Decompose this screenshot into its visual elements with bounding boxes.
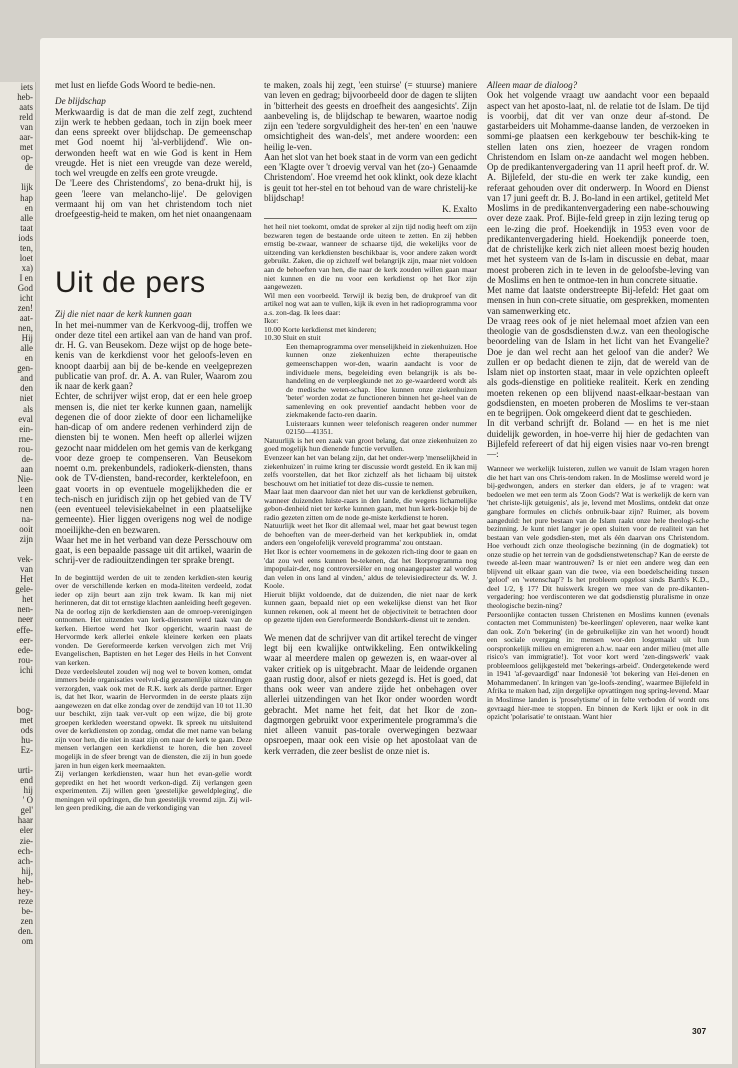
paragraph: Merkwaardig is dat de man die zelf zegt, zuchtend zijn werk te hebben gedaan, toch in zijn boek meer dan eens spreekt over blijdschap. De gemeenschap met God noemt hij 'al-verblijdend'. Wie on-derwonden heeft wat en wie God is kent in Hem vreugde. Het is niet een vreugde van deze wereld, toch wel vreugde en zelfs een grote vreugde. [55,106,252,178]
paragraph: De vraag rees ook of je niet helemaal moet afzien van een theologie van de gosdsdiensten d.w.z. van een theologische beoordeling van de Islam in het licht van het Evangelie? Doe je dan wel recht aan het geloof van die ander? We zullen er op bedacht dienen te zijn, dat de wereld van de Islam niet op instorten staat, maar in vele opzichten opleeft als gods-dienstige en politieke realiteit. Kerk en zending moeten rekenen op een blijvend naast-elkaar-bestaan van godsdiensten, en moeten proberen de Moslims te ver-staan en te begrijpen. Ook omgekeerd dient dat te geschieden. [487,315,709,418]
left-page-fragment: t en [19,493,33,504]
left-page-fragment: iets [20,82,33,92]
left-page-fragment: gen- [17,363,33,374]
paragraph: In het mei-nummer van de Kerkvoog-dij, troffen we onder deze titel een artikel aan van de hand van prof. dr. H. G. van Beusekom. Deze wijst op de hoge bete-kenis van de kerkdienst voor het geloofs-leven en knoopt daarbij aan bij de be-kende en veelgeprezen publicatie van prof. dr. A. A. van Ruler, Waarom zou ik naar de kerk gaan? [55,319,252,391]
author-signature: K. Exalto [442,204,477,214]
quote-paragraph: Deze verdeelsleutel zouden wij nog wel te boven komen, omdat immers beide organisaties veelvul-dig gezamenlijke uitzendingen verzorgden, vaak ook met de R.K. kerk als derde partner. Erger is, dat het Ikor, waarin de Hervormden in de eerste plaats zijn aangewezen en dat elke zondag over de zendtijd van 10 tot 11.30 uur beschikt, zijn taak ver-vult op een wijze, die bij grote groepen kerkleden weerstand opwekt. Ik spreek nu uitsluitend over de kerkdiensten op zondag, omdat die met name van belang zijn voor hen, die niet in staat zijn om naar de kerk te gaan. Deze mensen verlangen een kerkdienst te horen, die hen zoveel mogelijk in de sfeer brengt van de diensten, die zij in hun goede jaren in hun eigen kerk meemaakten. [55,666,252,770]
program-line: 10.00 Korte kerkdienst met kinderen; [264,324,377,334]
left-page-fragment [0,695,35,705]
left-page-fragment: ooit [19,524,33,535]
left-page-fragment: Hij [21,333,33,344]
left-page-fragment: na- [21,514,33,525]
left-page-fragment: aat- [19,313,33,324]
left-page-fragment: effe- [16,624,33,635]
left-page-fragment: alle [20,343,33,354]
left-page-fragment: eer- [19,634,33,645]
left-page-fragment: de [24,162,33,173]
left-page-fragment: zen [20,915,33,926]
left-page-fragment: ein- [19,423,33,434]
left-page-fragment: reld [19,112,33,123]
left-page-fragment: aan [20,463,33,474]
program-description: Een themaprogramma over menselijkheid in ziekenhuizen. Hoe kunnen onze ziekenhuizen echte therapeutische gemeenschappen wor-den, waarin aandacht is voor de individuele mens, begeleiding even belangrijk is als be-handeling en de verpleegkunde net zo ge-waardeerd wordt als de medische weten-schap. Hoe kunnen onze ziekenhuizen 'beter' worden zodat ze functioneren binnen het ge-heel van de samenleving en ook preventief aandacht hebben voor de ziekmakende facto-ren daarin. [286,341,477,420]
left-page-fragment: als [23,403,33,414]
left-page-fragment: de- [21,453,33,464]
left-page-fragment [0,675,35,685]
left-page-fragment: hij, [21,865,33,876]
left-page-fragment: om [21,935,33,946]
magazine-page [40,38,732,1064]
left-page-fragment [0,172,35,182]
subheading-lead: Zij die niet naar de kerk kunnen gaan [55,309,192,320]
left-page-fragment: eler [19,825,33,836]
left-page-fragment: en [24,353,33,364]
left-page-fragment: hap [20,192,33,203]
program-line: 10.30 Sluit en stuit [264,333,321,343]
left-page-fragment: eval [18,413,33,424]
program-description: Luisteraars kunnen weer telefonisch reageren onder nummer 02150—41351. [286,418,477,437]
left-page-fragment: den. [17,925,33,936]
left-page-fragment: end [20,775,33,786]
divider [264,218,477,219]
left-page-fragment: op- [21,152,33,163]
left-page-fragment: Nie- [17,473,33,484]
left-page-fragment: nen [20,503,33,514]
paragraph: Waar het me in het verband van deze Persschouw om gaat, is een bepaalde passage uit dit artikel, waarin de schrij-ver de radiouitzendingen ter sprake brengt. [55,534,252,566]
left-page-fragment: met [19,142,33,153]
subheading-blijdschap: De blijdschap [55,96,106,107]
left-page-fragment: God [17,282,33,293]
left-page-fragment: nen, [17,323,33,334]
left-page-fragment: zie- [19,835,33,846]
left-page-fragment: icht [19,292,33,303]
quote-paragraph: Wil men een voorbeeld. Terwijl ik bezig ben, de drukproef van dit artikel nog wat aan te vullen, kijk ik even in het radioprogramma voor a.s. zon-dag. Ik lees daar: [264,290,477,317]
left-page-fragment: van [20,122,33,133]
left-page-fragment: met [19,714,33,725]
left-page-fragment: alle [20,212,33,223]
left-page-fragment: ech- [17,845,33,856]
left-page-fragment: iods [18,232,33,243]
left-page-fragment: taat [20,222,33,233]
left-page-fragment: loet [19,252,33,263]
subheading-dialoog: Alleen maar de dialoog? [487,80,578,90]
left-page-fragment: aats [19,102,33,113]
paragraph: Ook het volgende vraagt uw aandacht voor een bepaald aspect van het aposto-laat, nl. de relatie tot de Islam. De tijd is voorbij, dat dit ver van onze deur af-stond. De gastarbeiders uit Mohamme-daanse landen, de verzoeken in sommi-ge plaatsen een kerkgebouw ter beschik-king te stellen laten ons zien, hoezeer de vragen rondom Christendom en Islam on-ze aandacht wel mogen hebben. Op de predikantenvergadering van 11 april heeft prof. dr. W. A. Bijlefeld, der stu-die en werk ter zake kundig, een referaat gehouden over dit onderwerp. In Woord en Dienst van 17 juni geeft dr. B. J. Bo-land in een artikel, getiteld Met Moslims in de predikantenvergadering een nabe-schouwing over deze zaak. Prof. Bijle-feld greep in zijn lezing terug op een le-zing die prof. Hoekendijk in 1953 even voor de predikantenvergadering hield. Hoekendijk poneerde toen, dat de christelijke kerk zich niet alleen moest bezig houden met het systeem van de Is-lam in discussie en debat, maar moest proberen zich in te leven in de geloofsbe-leving van de Moslims en hen te ontmoe-ten in hun concrete situatie. [487,90,709,285]
left-page-fragment: vek- [17,554,33,565]
column-2 [264,80,477,756]
left-page-fragment: heb- [17,875,33,886]
quote-paragraph: In de beginttijd werden de uit te zenden kerkdien-sten keurig over de verschillende kerken en moda-liteiten verdeeld, zodat ieder op zijn beurt aan zijn trek kwam. Ik kan mij niet herinneren, dat dit tot ernstige klachten aanleiding heeft gegeven. [55,572,252,608]
left-page-fragment: nen- [17,604,33,615]
left-page-fragment: ach- [17,855,33,866]
left-page-fragment: be- [21,905,33,916]
column-3 [487,80,709,722]
program-station: Ikor: [264,316,279,326]
left-page-fragment: zijn [19,534,33,545]
column-1 [55,80,252,813]
left-page-fragment: Het [20,574,33,585]
left-page-fragment: rou- [18,443,33,454]
left-page-fragment: and [20,373,33,384]
quote-paragraph: Wanneer we werkelijk luisteren, zullen we vanuit de Islam vragen horen die het hart van ons Chris-tendom raken. In de Moslimse wereld word je bij-gedwongen, anders en sterker dan elders, je af te vragen: wat bedoelen we met een term als 'Zoon Gods'? Wat is werkelijk de kern van 'het christe-lijk getuigenis', als je, levend met Moslims, ontdekt dat onze gangbare formules en clichés onbruik-baar zijn? Ruimer, als bovem aangeduid: het pure bestaan van de Islam raakt onze hele theologi-sche bezinning. Je kunt niet langer je open sluiten voor de realiteit van het bestaan van vele godsdien-sten, met als één daarvan ons Christendom. Hoe verhoudt zich onze theologische bezinning (in de dogmatiek) tot onze studie op het terrein van de godsdienstwetenschap? Kan de eerste de tweede al-leen maar wantrouwen? Is er niet een andere weg dan een blijvend uit elkaar gaan van die twee, via een boedelscheiding tussen 'geloof' en 'wetenschap'? Is het probleem opgelost sinds Barth's K.D., deel 1/2, § 17? Dit huiswerk kregen we mee van de pre-dikanten-vergadering: hoe verdisconteren we dat godsdienstig pluralisme in onze theologische bezin-ning? [487,464,709,610]
paragraph: In dit verband schrijft dr. Boland — en het is me niet duidelijk geworden, in hoe-verre hij hier de gedachten van Bijlefeld refereert of dat hij eigen visies naar vo-ren brengt —: [487,418,709,459]
left-page-fragment: ods [20,725,33,735]
left-page-fragment: ichi [19,664,33,675]
quote-paragraph: Evenzeer kan het van belang zijn, dat het onder-werp 'menselijkheid in ziekenhuizen' in ruime kring ter discussie wordt gesteld. En ik kan mij zelfs voorstellen, dat het Ikor zichzelf als het lichaam bij uitstek beschouwt om het initiatief tot deze dis-cussie te nemen. [264,453,477,488]
paragraph: Met name dat laatste onderstreepte Bij-lefeld: Het gaat om mensen in hun con-crete situatie, om gesprekken, momenten van samenwerking etc. [487,285,709,316]
paragraph: Echter, de schrijver wijst erop, dat er een hele groep mensen is, die niet ter kerke kunnen gaan, namelijk degenen die of door ziekte of door een lichamelijke han-dicap of om andere redenen verhinderd zijn de diensten bij te wonen. Men heeft op allerlei wijzen gezocht naar middelen om het gemis van de kerkgang voor deze groep te compenseren. Van Beusekom noemt o.m. prekenbundels, radiokerk-diensten, thans ook de TV-diensten, band-recorder, kerktelefoon, en gaat voorts in op eventuele mogelijkheden die er tech-nisch en juridisch zijn op het gebied van de TV (een eventueel televisiekabelnet in een plaatselijke gemeente). Hier liggen overigens nog wel de nodige moeilijkhe-den en bezwaren. [55,391,252,535]
left-page-fragment [0,755,35,765]
left-page-fragment: xa) [21,262,33,273]
left-page-fragment: en [24,202,33,213]
left-page-fragment: Ez- [20,745,33,756]
quote-paragraph: het heil niet toekomt, omdat de spreker al zijn tijd nodig heeft om zijn bezwaren tegen de bestaande orde uiteen te zetten. En zij hebben ernstig be-zwaar, wanneer de schaarse tijd, die wekelijks voor de uitzending van kerkdiensten beschikbaar is, voor andere zaken wordt gebruikt. Zaken, die op zichzelf wel belangrijk zijn, maar niet voldoen aan de behoeften van hen, die naar de kerk zouden willen gaan maar niet kunnen en die nu voor een kerkdienst op het Ikor zijn aangewezen. [264,222,477,292]
quote-paragraph: Maar laat men daarvoor dan niet het uur van de kerkdienst gebruiken, wanneer duizenden luiste-raars in den lande, die wegens lichamelijke gebon-denheid niet ter kerke kunnen gaan, met hun kerk-boekje bij de radio gezeten zitten om de node ge-miste kerkdienst te horen. [264,487,477,522]
left-page-fragment: lijk [21,182,33,193]
quote-paragraph: Persoonlijke contacten tussen Christenen en Moslims kunnen (evenals contacten met Communisten) 'be-keerlingen' opleveren, naar welke kant dan ook. Zo'n 'bekering' (in de gebruikelijke zin van het woord) houdt een sociale overgang in: mensen wor-den losgemaakt uit hun oorspronkelijk milieu en emigreren a.h.w. naar een ander milieu (met alle risico's van immigratie!). Tot voor kort werd 'zen-dingswerk' vaak probleemloos gelijkgesteld met 'bekerings-arbeid'. Ondergetekende werd in 1941 'af-gevaardigd' naar Indonesië 'tot bekering van Hei-denen en Mohammedanen'. In kringen van 'ge-loofs-zending', waarmee Bijlefeld in Afrika te maken had, zijn dergelijke opvattingen nog spring-levend. Maar in Moslimse landen is 'proselytisme' of in felte verboden óf wordt ons gevraagd hier-mee te stoppen. En binnen de Kerk lijkt er ook in dit opzicht 'polarisatie' te ontstaan. Want hier [487,609,709,722]
left-page-fragment: aar- [19,132,33,143]
left-page-fragment: hu- [21,735,33,746]
left-page-fragment: zen! [17,303,33,314]
paragraph: De 'Leere des Christendoms', zo bena-drukt hij, is geen 'leere van melancho-lije'. De gelovigen vermaant hij om van het christendom toch niet droefgeestig-heid te maken, om het niet onaangenaam [55,178,252,219]
left-page-fragment: gel' [20,805,33,816]
left-page-fragment: bog- [16,704,33,715]
left-page-fragment: gele- [15,584,33,595]
left-page-fragment [0,544,35,554]
left-page-fragment: leen [18,483,33,494]
left-page-fragment: heb- [17,92,33,103]
quote-paragraph: Zij verlangen kerkdiensten, waar hun het evan-gelie wordt gepredikt en het het woordt verkon-digd. Zij verlangen geen experimenten. Zij willen geen 'geestelijke geweldpleging', die meningen wil opdringen, die hun geestelijk vreemd zijn. Zij wil-len geen prediking, die aan de verkondiging van [55,769,252,813]
paragraph: te maken, zoals hij zegt, 'een stuirse' (= stuurse) maniere van leven en gedrag; bijvoorbeeld door de dagen te slijten in 'bitterheit des geests en droefheit des aangesichts'. Zijn aanbeveling is, de blijdschap te bewaren, waartoe nodig zijn een 'tedere sorgvuldigheit des her-ten' en een 'nauwe omsichtigheit des wan-dels', met andere woorden: een heilig le-ven. [264,80,477,152]
left-page-fragment: I en [19,272,33,283]
left-page-fragment: hij [23,785,33,796]
left-page-fragment: rou- [18,654,33,665]
quote-paragraph: Na de oorlog zijn de kerkdiensten aan de omroep-verenigingen ontnomen. Het uitzenden van kerk-diensten werd taak van de kerken. Hiertoe werd het Ikor opgericht, waarin naast de Hervormde kerk allerlei enkele kleinere kerken een plaats vonden. De Gereformeerde kerken vervolgen zich met Vrij Evangelischen, Baptisten en het Leger des Heils in het Convent van kerken. [55,606,252,667]
left-page-fragment: het [22,594,33,605]
left-page-fragment [0,685,35,695]
left-page-fragment: rne- [18,433,33,444]
left-page-fragment: niet [19,393,33,404]
left-page-fragment: hey- [17,885,33,896]
radio-program-listing [264,317,477,437]
left-page-fragment: reze [18,895,33,906]
section-title: Uit de pers [55,266,206,300]
paragraph: We menen dat de schrijver van dit artikel terecht de vinger legt bij een kwalijke ontwikkeling. Een ontwikkeling waar al meerdere malen op gewezen is, en waar-over al vaker critiek op is uitgebracht. Maar de leidende organen gaan rustig door, alsof er niets gezegd is. Het is goed, dat thans ook weer van andere zijde het onbehagen over allerlei uitzendingen van het Ikor onder woorden wordt gebracht. Met name het feit, dat het Ikor de zon-dagmorgen gebruikt voor experimentele programma's die niet alleen vanuit pas-torale overwegingen bezwaar opsroepen, maar ook een visie op het apostolaat van de kerk verraden, die zeer beslist de onze niet is. [264,632,477,756]
left-page-fragment: van [20,564,33,575]
left-page-fragment: haar [17,815,33,826]
intro-text: met lust en liefde Gods Woord te bedie-nen. [55,80,216,90]
quote-paragraph: Het Ikor is echter voornemens in de gekozen rich-ting door te gaan en 'dat zou wel eens kunnen be-tekenen, dat het Ikorprogramma nog impopulair-der, nog controversiëler en nog onaangepaster zal worden dan velen in ons land al vinden,' aldus de televisiedirecteur ds. W. J. Koole. [264,547,477,591]
left-page-fragment: urti- [17,765,33,776]
left-page-edge [0,82,36,1068]
left-page-fragment: ede- [17,644,33,655]
quote-paragraph: Hieruit blijkt voldoende, dat de duizenden, die niet naar de kerk kunnen gaan, bepaald niet op een wekelijkse dienst van het Ikor kunnen rekenen, ook al meent het de objectiviteit te betrachten door op gezette tijden een Gereformeerde Bondskerk-dienst uit te zenden. [264,589,477,625]
page-number: 307 [692,1026,707,1036]
quote-paragraph: Natuurlijk is het een zaak van groot belang, dat onze ziekenhuizen zo goed mogelijk hun dienende functie vervullen. [264,435,477,454]
left-page-fragment: ten, [19,242,33,253]
left-page-fragment: neer [17,614,33,625]
left-page-fragment: ' O [22,795,33,806]
paragraph: Aan het slot van het boek staat in de vorm van een gedicht een 'Klagte over 't droevig verval van het (zo-) Genaamde Christendom'. Hoe vreemd het ook klinkt, ook deze klacht is geuit tot her-stel en tot behoud van de ware christelij-ke blijdschap! [264,151,477,203]
quote-paragraph: Natuurlijk weet het Ikor dit allemaal wel, maar het gaat bewust tegen de behoeften van de meer-derheid van het kerkpubliek in, omdat anders een 'ongelofelijk vereveld programma' zou ontstaan. [264,521,477,548]
left-page-fragment: den [20,383,33,394]
